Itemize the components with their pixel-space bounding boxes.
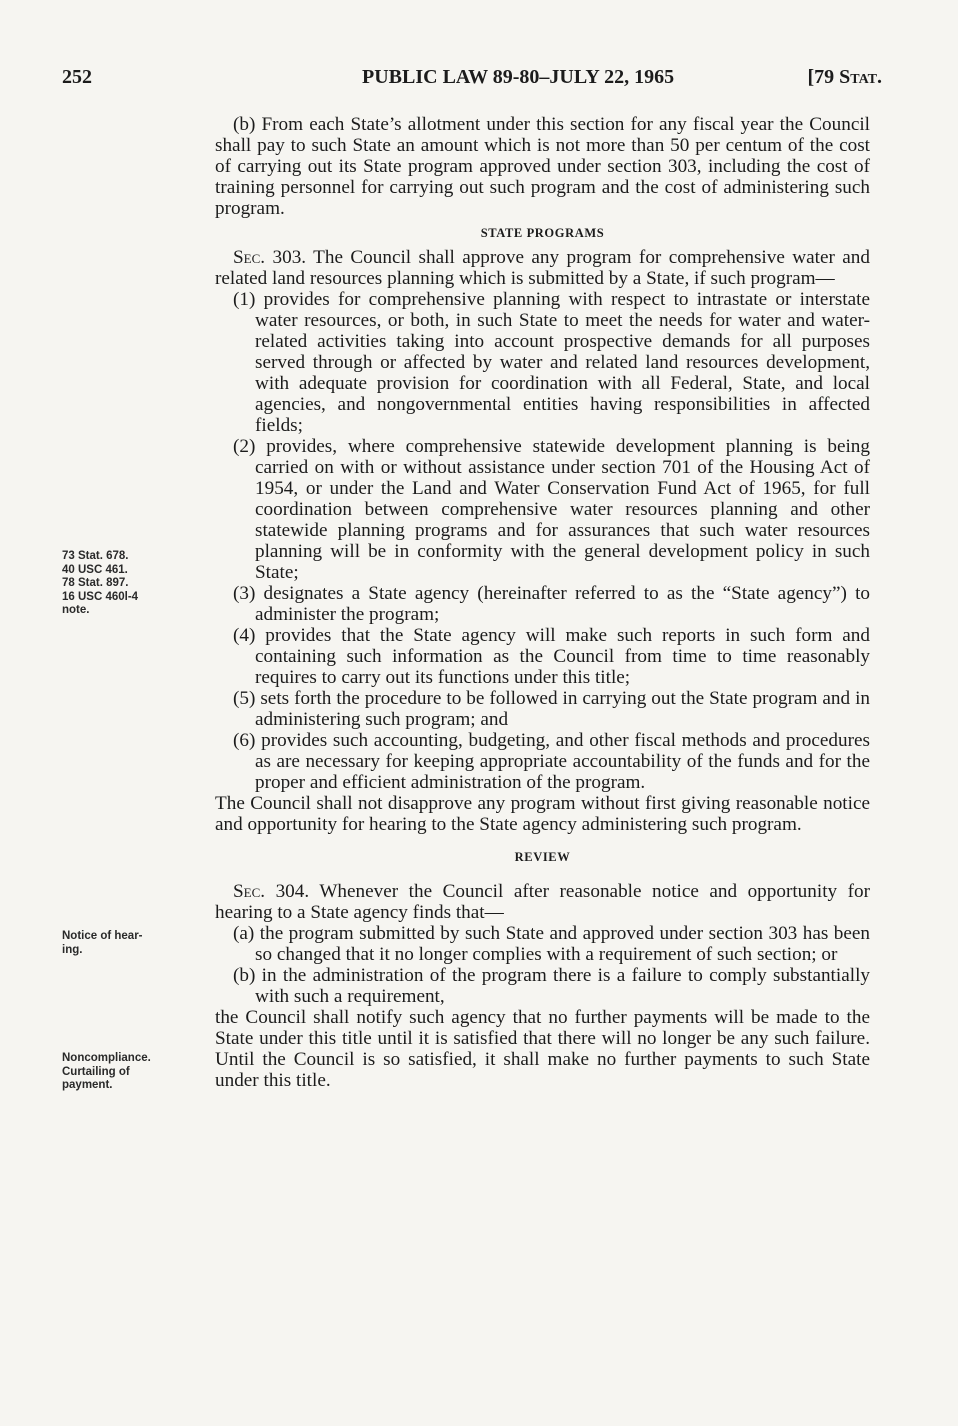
margin-note-line: Noncompliance. [62,1052,151,1064]
body-text [215,114,870,1091]
sub-list-item: (a) the program submitted by such State and approved under section 303 has been so changed that it no longer complies with a requirement of such section; or [233,923,870,965]
sub-list-item: (b) in the administration of the program there is a failure to comply substantially with such a requirement, [233,965,870,1007]
list-item: (5) sets forth the procedure to be followed in carrying out the State program and in administering such program; and [233,688,870,730]
list-item: (3) designates a State agency (hereinafter referred to as the “State agency”) to administer the program; [233,583,870,625]
margin-note-noncompliance [62,1052,202,1093]
section-label: Sec. [233,247,266,268]
closing-paragraph: the Council shall notify such agency that no further payments will be made to the State under this title until it is satisfied that there will no longer be any such failure. Until the Council is so satisfied, it shall make no further payments to such State under this title. [215,1007,870,1091]
margin-note-citations [62,550,202,618]
section-303-intro [215,247,870,289]
notice-paragraph: The Council shall not disapprove any program without first giving reasonable notice and opportunity for hearing to the State agency administering such program. [215,793,870,835]
margin-note-notice [62,930,202,957]
margin-note-line: Curtailing of [62,1065,130,1078]
list-item: (4) provides that the State agency will make such reports in such form and containing such information as the Council from time to time reasonably requires to carry out its functions under this title; [233,625,870,688]
section-label: Sec. [233,881,266,902]
margin-citation: note. [62,604,90,616]
list-item: (6) provides such accounting, budgeting, and other fiscal methods and procedures as are necessary for keeping appropriate accountability of the funds and for the proper and efficient administration of the program. [233,730,870,793]
statute-reference: [79 Stat. [807,66,882,88]
heading-review: REVIEW [514,850,571,864]
paragraph-b: (b) From each State’s allotment under this section for any fiscal year the Council shall pay to such State an amount which is not more than 50 per centum of the cost of carrying out its State program approved under section 303, including the cost of training personnel for carrying out such program and the cost of administering such program. [215,114,870,219]
margin-citation: 78 Stat. 897. [62,577,129,589]
running-title: PUBLIC LAW 89-80–JULY 22, 1965 [362,66,675,88]
margin-citation: 40 USC 461. [62,563,128,576]
margin-note-line: payment. [62,1079,113,1091]
list-item: (2) provides, where comprehensive statewide development planning is being carried on with or without assistance under section 701 of the Housing Act of 1954, or under the Land and Water Conservation Fund Act of 1965, for full coordination between comprehensive water resources planning and other statewide planning programs and for assurances that such water resources planning will be in conformity with the general development policy in such State; [233,436,870,583]
section-304-intro [215,881,870,923]
heading-state-programs: STATE PROGRAMS [480,226,605,240]
page-number: 252 [62,66,92,88]
margin-note-line: Notice of hear- [62,930,143,942]
margin-citation: 16 USC 460l-4 [62,590,139,603]
margin-citation: 73 Stat. 678. [62,550,129,562]
section-304-text: 304. Whenever the Council after reasonable notice and opportunity for hearing to a State agency finds that— [215,881,870,923]
page-header [62,66,882,96]
list-item: (1) provides for comprehensive planning with respect to intrastate or interstate water resources, or both, in such State to meet the needs for water and water-related activities taking into account prospective demands for all purposes served through or affected by water and related land resources development, with adequate provision for coordination with all Federal, State, and local agencies, and nongovernmental entities having responsibilities in affected fields; [233,289,870,436]
section-303-text: 303. The Council shall approve any program for comprehensive water and related land resources planning which is submitted by a State, if such program— [215,247,870,289]
margin-note-line: ing. [62,943,83,956]
